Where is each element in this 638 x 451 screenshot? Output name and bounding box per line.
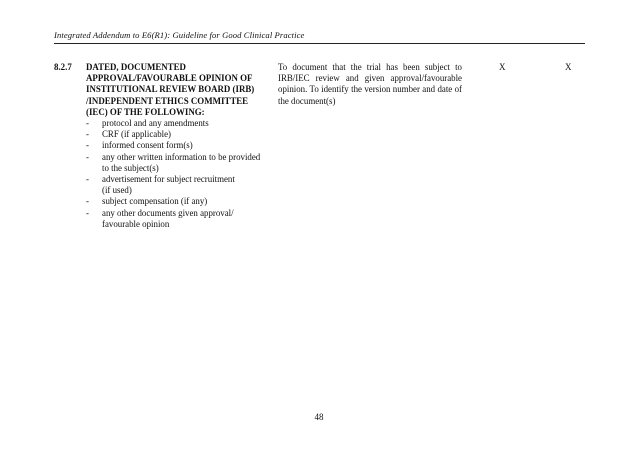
list-item-text: CRF (if applicable) <box>102 129 172 140</box>
running-header: Integrated Addendum to E6(R1): Guideline for Good Clinical Practice <box>54 30 305 40</box>
section-title: DATED, DOCUMENTED APPROVAL/FAVOURABLE OPINION OF INSTITUTIONAL REVIEW BOARD (IRB) /INDEPENDENT ETHICS COMMITTEE (IEC) OF THE FOLLOWING: <box>86 62 255 117</box>
list-dash: - <box>86 118 89 129</box>
list-item <box>86 208 271 230</box>
list-item-text: advertisement for subject recruitment (if used) <box>102 174 235 196</box>
header-rule <box>54 43 585 44</box>
list-item <box>86 174 271 196</box>
list-dash: - <box>86 196 89 207</box>
list-item-text: subject compensation (if any) <box>102 196 208 207</box>
section-title-column <box>86 62 271 230</box>
purpose-text: To document that the trial has been subject to IRB/IEC review and given approval/favourable opinion. To identify the version number and date of the document(s) <box>278 62 462 106</box>
list-item <box>86 118 271 129</box>
list-dash: - <box>86 129 89 140</box>
investigator-mark: X <box>499 62 506 72</box>
list-item-text: protocol and any amendments <box>102 118 209 129</box>
list-item-text: any other documents given approval/ favourable opinion <box>102 207 234 229</box>
list-item <box>86 152 271 174</box>
list-item-text: any other written information to be provided to the subject(s) <box>102 151 261 173</box>
list-dash: - <box>86 207 89 218</box>
section-number: 8.2.7 <box>54 62 72 72</box>
list-dash: - <box>86 140 89 151</box>
list-item <box>86 196 271 207</box>
list-dash: - <box>86 151 89 162</box>
list-item-text: informed consent form(s) <box>102 140 193 151</box>
list-dash: - <box>86 174 89 185</box>
page-number: 48 <box>314 412 324 422</box>
list-item <box>86 129 271 140</box>
document-list <box>86 118 271 230</box>
list-item <box>86 140 271 151</box>
sponsor-mark: X <box>565 62 572 72</box>
